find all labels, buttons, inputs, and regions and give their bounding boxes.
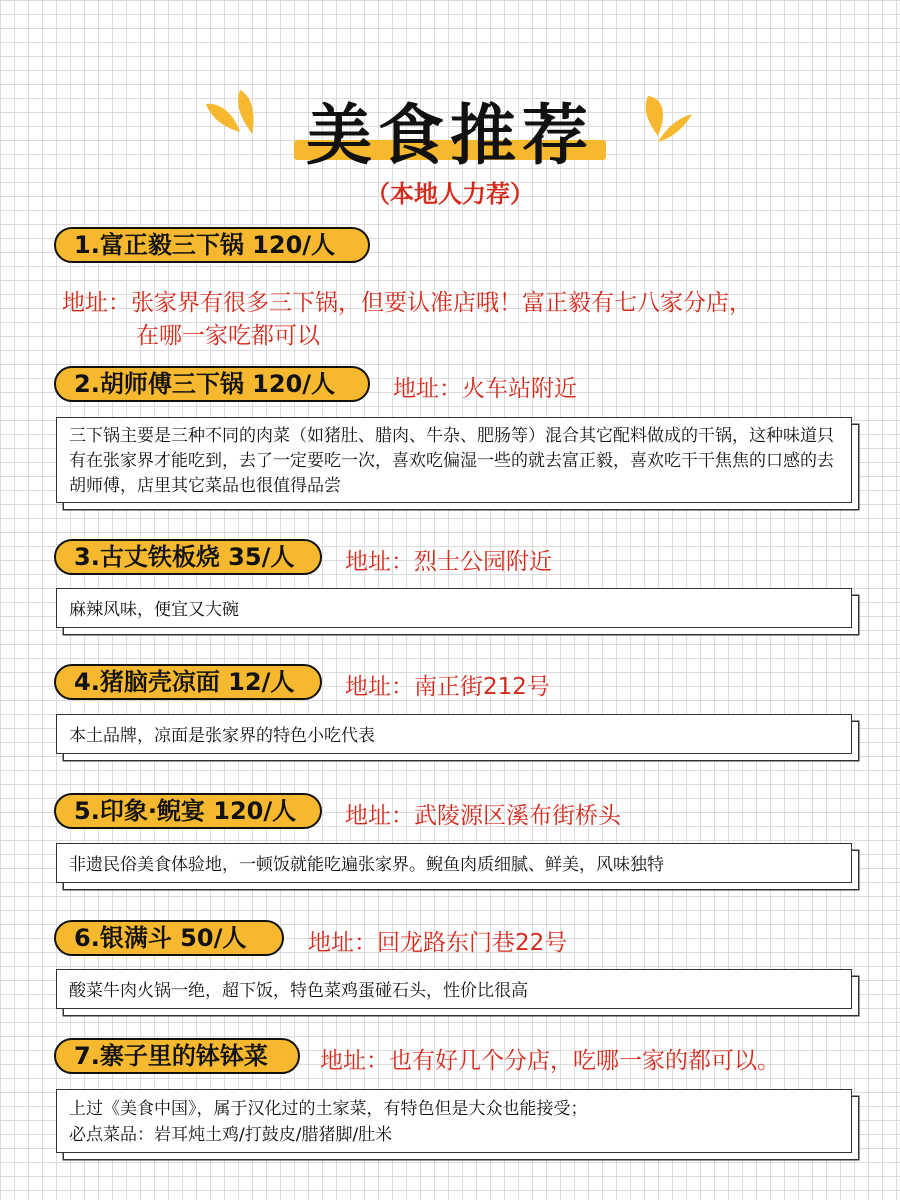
left-sparkle-icon — [200, 86, 270, 146]
restaurant-7-description — [56, 1089, 852, 1153]
restaurant-6-address: 地址：回龙路东门巷22号 — [308, 930, 568, 956]
restaurant-3-title: 3.古丈铁板烧 35/人 — [54, 539, 322, 575]
restaurant-5-title: 5.印象·鲵宴 120/人 — [54, 793, 322, 829]
page-subtitle: （本地人力荐） — [366, 180, 534, 208]
restaurant-4-description: 本土品牌，凉面是张家界的特色小吃代表 — [56, 714, 852, 754]
address-line-2: 在哪一家吃都可以 — [136, 323, 320, 349]
restaurant-6-title: 6.银满斗 50/人 — [54, 920, 284, 956]
restaurant-6-description: 酸菜牛肉火锅一绝，超下饭，特色菜鸡蛋碰石头，性价比很高 — [56, 969, 852, 1009]
restaurant-3-address: 地址：烈士公园附近 — [345, 549, 552, 575]
restaurant-2-title: 2.胡师傅三下锅 120/人 — [54, 366, 370, 402]
description-line-2: 必点菜品：岩耳炖土鸡/打鼓皮/腊猪脚/肚米 — [69, 1125, 393, 1145]
restaurant-5-address: 地址：武陵源区溪布街桥头 — [345, 803, 621, 829]
right-sparkle-icon — [628, 92, 698, 152]
restaurant-2-address: 地址：火车站附近 — [393, 376, 577, 402]
restaurant-3-description: 麻辣风味，便宜又大碗 — [56, 588, 852, 628]
address-line-1: 地址：张家界有很多三下锅，但要认准店哦！富正毅有七八家分店， — [62, 290, 752, 316]
restaurant-1-title: 1.富正毅三下锅 120/人 — [54, 227, 370, 263]
restaurant-5-description: 非遗民俗美食体验地，一顿饭就能吃遍张家界。鲵鱼肉质细腻、鲜美，风味独特 — [56, 843, 852, 883]
page-title: 美食推荐 — [306, 97, 594, 174]
restaurant-4-address: 地址：南正街212号 — [345, 674, 550, 700]
restaurant-2-description: 三下锅主要是三种不同的肉菜（如猪肚、腊肉、牛杂、肥肠等）混合其它配料做成的干锅，这种味道只有在张家界才能吃到，去了一定要吃一次，喜欢吃偏湿一些的就去富正毅，喜欢吃干干焦焦的口感的去胡师傅，店里其它菜品也很值得品尝 — [56, 417, 852, 503]
restaurant-7-title: 7.寨子里的钵钵菜 — [54, 1038, 300, 1074]
restaurant-4-title: 4.猪脑壳凉面 12/人 — [54, 664, 322, 700]
restaurant-7-address: 地址：也有好几个分店，吃哪一家的都可以。 — [320, 1048, 780, 1074]
restaurant-1-address — [62, 284, 752, 350]
description-line-1: 上过《美食中国》，属于汉化过的土家菜，有特色但是大众也能接受； — [69, 1099, 588, 1119]
